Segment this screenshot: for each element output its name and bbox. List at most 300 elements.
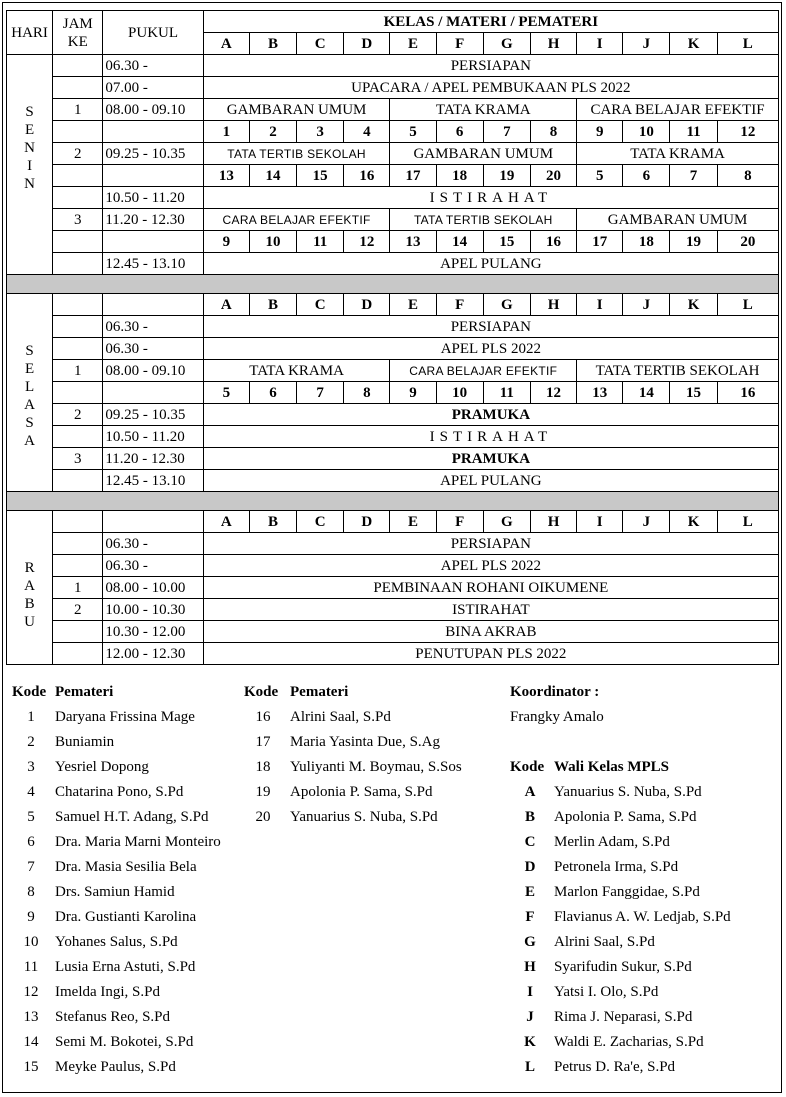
class-letter: B <box>249 294 296 316</box>
pemateri-list-2 <box>244 680 494 830</box>
pemateri-codes-row <box>7 165 779 187</box>
materi-cell: GAMBARAN UMUM <box>390 143 577 165</box>
day-letter: A <box>24 433 35 449</box>
class-letter: H <box>530 511 576 533</box>
pemateri-codes-row <box>7 231 779 253</box>
activity-cell: PERSIAPAN <box>203 55 778 77</box>
jam-cell <box>53 533 103 555</box>
jam-cell: 1 <box>53 577 103 599</box>
item-code: 5 <box>27 809 35 825</box>
item-name: Dra. Masia Sesilia Bela <box>55 859 197 875</box>
pemateri-code: 8 <box>717 165 778 187</box>
pemateri-code: 16 <box>530 231 576 253</box>
jam-cell <box>53 511 103 533</box>
day-label <box>7 55 53 275</box>
jam-cell <box>53 55 103 77</box>
day-letter: A <box>24 397 35 413</box>
time-cell: 09.25 - 10.35 <box>103 143 203 165</box>
schedule-row <box>7 187 779 209</box>
time-cell: 06.30 - <box>103 316 203 338</box>
list-item <box>510 1005 780 1030</box>
list-item <box>510 880 780 905</box>
day-label <box>7 294 53 492</box>
schedule-row <box>7 404 779 426</box>
schedule-row <box>7 621 779 643</box>
item-name: Lusia Erna Astuti, S.Pd <box>55 959 196 975</box>
pemateri-code: 2 <box>249 121 296 143</box>
item-name: Yohanes Salus, S.Pd <box>55 934 178 950</box>
activity-cell: PERSIAPAN <box>203 316 778 338</box>
class-letter: L <box>717 511 778 533</box>
time-cell: 06.30 - <box>103 555 203 577</box>
pemateri-code: 14 <box>436 231 483 253</box>
pemateri-code: 15 <box>670 382 717 404</box>
class-letter: E <box>390 33 436 55</box>
pemateri-code: 9 <box>203 231 249 253</box>
list-item <box>12 755 242 780</box>
item-code: E <box>524 884 535 900</box>
item-name: Merlin Adam, S.Pd <box>554 834 670 850</box>
pemateri-codes-row <box>7 382 779 404</box>
pemateri-codes-row <box>7 121 779 143</box>
day-letter: S <box>25 104 34 120</box>
pemateri-code: 7 <box>670 165 717 187</box>
item-name: Semi M. Bokotei, S.Pd <box>55 1034 194 1050</box>
time-cell: 12.00 - 12.30 <box>103 643 203 665</box>
pemateri-code: 12 <box>344 231 390 253</box>
item-code: C <box>524 834 536 850</box>
item-name: Buniamin <box>55 734 115 750</box>
day-letter: E <box>25 361 35 377</box>
class-letter: G <box>483 511 530 533</box>
item-code: 11 <box>23 959 39 975</box>
pemateri-code: 16 <box>344 165 390 187</box>
day-letter: R <box>24 560 35 576</box>
pemateri-code: 10 <box>623 121 670 143</box>
class-letter: H <box>530 33 576 55</box>
class-letter: A <box>203 33 249 55</box>
pemateri-code: 17 <box>577 231 623 253</box>
list-item <box>12 980 242 1005</box>
list-item <box>12 1005 242 1030</box>
pemateri-code: 13 <box>577 382 623 404</box>
list-item <box>510 1030 780 1055</box>
kode-header: Kode <box>12 684 47 700</box>
class-letter: J <box>623 511 670 533</box>
class-letter: E <box>390 294 436 316</box>
jam-cell: 2 <box>53 599 103 621</box>
item-code: 2 <box>27 734 35 750</box>
list-item <box>510 1055 780 1080</box>
class-letter: J <box>623 294 670 316</box>
list-item <box>12 805 242 830</box>
materi-cell: CARA BELAJAR EFEKTIF <box>390 360 577 382</box>
jam-cell <box>53 316 103 338</box>
list-item <box>510 855 780 880</box>
item-name: Dra. Gustianti Karolina <box>55 909 197 925</box>
list-item <box>244 730 494 755</box>
schedule-row <box>7 55 779 77</box>
schedule-row <box>7 470 779 492</box>
list-item <box>244 705 494 730</box>
pemateri-code: 17 <box>390 165 436 187</box>
item-name: Yesriel Dopong <box>55 759 149 775</box>
time-cell <box>103 511 203 533</box>
item-code: A <box>524 784 536 800</box>
materi-cell: GAMBARAN UMUM <box>203 99 390 121</box>
pukul-header: PUKUL <box>103 11 203 55</box>
pemateri-code: 3 <box>297 121 344 143</box>
list-item <box>12 880 242 905</box>
pemateri-code: 6 <box>436 121 483 143</box>
time-cell: 10.00 - 10.30 <box>103 599 203 621</box>
time-cell: 08.00 - 09.10 <box>103 99 203 121</box>
list-item <box>12 780 242 805</box>
materi-row <box>7 143 779 165</box>
activity-cell: PENUTUPAN PLS 2022 <box>203 643 778 665</box>
day-letter: I <box>27 158 33 174</box>
pemateri-code: 18 <box>436 165 483 187</box>
item-code: 14 <box>23 1034 39 1050</box>
pemateri-code: 9 <box>390 382 436 404</box>
list-item <box>510 980 780 1005</box>
materi-cell: TATA TERTIB SEKOLAH <box>390 209 577 231</box>
list-item <box>12 705 242 730</box>
pemateri-code: 14 <box>623 382 670 404</box>
pemateri-code: 9 <box>577 121 623 143</box>
materi-cell: GAMBARAN UMUM <box>577 209 779 231</box>
materi-row <box>7 360 779 382</box>
item-code: 15 <box>23 1059 39 1075</box>
day-label <box>7 511 53 665</box>
item-code: D <box>524 859 536 875</box>
list-item <box>510 805 780 830</box>
day-letter: U <box>24 614 35 630</box>
jam-cell <box>53 294 103 316</box>
time-cell <box>103 121 203 143</box>
pemateri-code: 4 <box>344 121 390 143</box>
jam-cell: 2 <box>53 143 103 165</box>
pemateri-code: 5 <box>203 382 249 404</box>
class-letter: G <box>483 294 530 316</box>
item-name: Apolonia P. Sama, S.Pd <box>290 784 433 800</box>
item-name: Marlon Fanggidae, S.Pd <box>554 884 700 900</box>
jam-cell <box>53 382 103 404</box>
item-name: Alrini Saal, S.Pd <box>290 709 391 725</box>
day-letter: E <box>25 122 35 138</box>
class-letter: F <box>436 294 483 316</box>
schedule-row <box>7 533 779 555</box>
class-letter: B <box>249 511 296 533</box>
day-letter: N <box>24 140 35 156</box>
time-cell: 06.30 - <box>103 533 203 555</box>
item-code: 19 <box>255 784 271 800</box>
item-name: Alrini Saal, S.Pd <box>554 934 655 950</box>
item-code: 6 <box>27 834 35 850</box>
item-name: Apolonia P. Sama, S.Pd <box>554 809 697 825</box>
wali-kode-header: Kode <box>510 759 545 775</box>
class-letter: I <box>577 511 623 533</box>
materi-row <box>7 99 779 121</box>
item-code: 18 <box>255 759 271 775</box>
pemateri-code: 6 <box>623 165 670 187</box>
item-name: Dra. Maria Marni Monteiro <box>55 834 221 850</box>
item-code: 7 <box>27 859 35 875</box>
time-cell: 08.00 - 10.00 <box>103 577 203 599</box>
item-code: L <box>524 1059 535 1075</box>
class-letters-row <box>7 511 779 533</box>
jam-cell <box>53 187 103 209</box>
item-code: 10 <box>23 934 39 950</box>
schedule-row <box>7 426 779 448</box>
item-name: Stefanus Reo, S.Pd <box>55 1009 171 1025</box>
day-letter: S <box>25 343 34 359</box>
day-letter: B <box>24 596 35 612</box>
class-letter: J <box>623 33 670 55</box>
item-name: Syarifudin Sukur, S.Pd <box>554 959 692 975</box>
separator-row <box>7 492 779 511</box>
jam-cell <box>53 77 103 99</box>
pemateri-code: 10 <box>249 231 296 253</box>
time-cell: 10.30 - 12.00 <box>103 621 203 643</box>
koordinator-label: Koordinator : <box>510 684 600 700</box>
schedule-row <box>7 338 779 360</box>
pemateri-code: 7 <box>483 121 530 143</box>
list-item <box>12 830 242 855</box>
materi-cell: TATA TERTIB SEKOLAH <box>577 360 779 382</box>
pemateri-code: 19 <box>483 165 530 187</box>
class-letter: D <box>344 294 390 316</box>
item-name: Samuel H.T. Adang, S.Pd <box>55 809 209 825</box>
class-letter: C <box>297 294 344 316</box>
schedule-row <box>7 577 779 599</box>
pemateri-code: 6 <box>249 382 296 404</box>
activity-cell: APEL PULANG <box>203 253 778 275</box>
schedule-row <box>7 643 779 665</box>
activity-cell: PERSIAPAN <box>203 533 778 555</box>
jam-cell <box>53 470 103 492</box>
pemateri-code: 7 <box>297 382 344 404</box>
pemateri-code: 1 <box>203 121 249 143</box>
pemateri-code: 13 <box>390 231 436 253</box>
day-letter: L <box>25 379 35 395</box>
item-name: Yanuarius S. Nuba, S.Pd <box>290 809 438 825</box>
list-item <box>12 855 242 880</box>
list-item <box>12 1030 242 1055</box>
item-code: 13 <box>23 1009 39 1025</box>
item-name: Flavianus A. W. Ledjab, S.Pd <box>554 909 731 925</box>
activity-cell: BINA AKRAB <box>203 621 778 643</box>
activity-cell: PEMBINAAN ROHANI OIKUMENE <box>203 577 778 599</box>
item-code: J <box>526 1009 534 1025</box>
jam-cell <box>53 621 103 643</box>
pemateri-code: 11 <box>483 382 530 404</box>
jam-ke-line: JAM <box>62 15 93 32</box>
materi-cell: CARA BELAJAR EFEKTIF <box>203 209 390 231</box>
list-item <box>510 830 780 855</box>
time-cell: 08.00 - 09.10 <box>103 360 203 382</box>
list-item <box>244 805 494 830</box>
list-item <box>12 930 242 955</box>
class-letter: I <box>577 294 623 316</box>
day-letter: N <box>24 176 35 192</box>
item-name: Rima J. Neparasi, S.Pd <box>554 1009 693 1025</box>
item-name: Yatsi I. Olo, S.Pd <box>554 984 659 1000</box>
day-letter: A <box>24 578 35 594</box>
class-letter: D <box>344 33 390 55</box>
jam-ke-header <box>53 11 103 55</box>
item-code: 16 <box>255 709 271 725</box>
jam-cell: 2 <box>53 404 103 426</box>
materi-cell: TATA KRAMA <box>577 143 779 165</box>
item-code: 3 <box>27 759 35 775</box>
item-code: K <box>524 1034 536 1050</box>
jam-cell <box>53 643 103 665</box>
class-letter: H <box>530 294 576 316</box>
time-cell <box>103 382 203 404</box>
time-cell: 10.50 - 11.20 <box>103 426 203 448</box>
pemateri-code: 20 <box>530 165 576 187</box>
item-name: Imelda Ingi, S.Pd <box>55 984 160 1000</box>
time-cell: 09.25 - 10.35 <box>103 404 203 426</box>
item-name: Maria Yasinta Due, S.Ag <box>290 734 440 750</box>
activity-cell: PRAMUKA <box>203 448 778 470</box>
pemateri-code: 8 <box>530 121 576 143</box>
time-cell: 12.45 - 13.10 <box>103 470 203 492</box>
class-letters-row <box>7 294 779 316</box>
class-letter: K <box>670 294 717 316</box>
schedule-row <box>7 599 779 621</box>
class-letter: D <box>344 511 390 533</box>
class-letter: K <box>670 33 717 55</box>
activity-cell: UPACARA / APEL PEMBUKAAN PLS 2022 <box>203 77 778 99</box>
item-name: Meyke Paulus, S.Pd <box>55 1059 176 1075</box>
pemateri-code: 11 <box>297 231 344 253</box>
class-letter: C <box>297 511 344 533</box>
day-letter: S <box>25 415 34 431</box>
jam-cell: 3 <box>53 448 103 470</box>
jam-cell <box>53 555 103 577</box>
item-code: 8 <box>27 884 35 900</box>
pemateri-code: 19 <box>670 231 717 253</box>
item-code: F <box>525 909 535 925</box>
koordinator-section <box>510 680 780 1080</box>
list-item <box>510 930 780 955</box>
item-name: Petrus D. Ra'e, S.Pd <box>554 1059 676 1075</box>
header-row <box>7 11 779 33</box>
pemateri-header: Pemateri <box>55 684 114 700</box>
list-item <box>510 955 780 980</box>
list-item <box>12 1055 242 1080</box>
materi-row <box>7 209 779 231</box>
item-code: 12 <box>23 984 39 1000</box>
item-code: 9 <box>27 909 35 925</box>
class-letter: K <box>670 511 717 533</box>
time-cell <box>103 294 203 316</box>
activity-cell: ISTIRAHAT <box>203 426 778 448</box>
pemateri-header: Pemateri <box>290 684 349 700</box>
activity-cell: APEL PLS 2022 <box>203 338 778 360</box>
pemateri-code: 13 <box>203 165 249 187</box>
pemateri-code: 5 <box>390 121 436 143</box>
pemateri-code: 18 <box>623 231 670 253</box>
time-cell: 06.30 - <box>103 55 203 77</box>
item-name: Petronela Irma, S.Pd <box>554 859 679 875</box>
item-name: Yanuarius S. Nuba, S.Pd <box>554 784 702 800</box>
materi-cell: TATA TERTIB SEKOLAH <box>203 143 390 165</box>
jam-cell <box>53 165 103 187</box>
time-cell <box>103 165 203 187</box>
jam-ke-line: KE <box>67 33 88 50</box>
pemateri-code: 14 <box>249 165 296 187</box>
pemateri-code: 16 <box>717 382 778 404</box>
pemateri-code: 8 <box>344 382 390 404</box>
item-code: I <box>527 984 533 1000</box>
time-cell: 07.00 - <box>103 77 203 99</box>
hari-header: HARI <box>7 11 53 55</box>
class-letter: C <box>297 33 344 55</box>
list-item <box>510 905 780 930</box>
list-item <box>244 755 494 780</box>
time-cell: 11.20 - 12.30 <box>103 209 203 231</box>
schedule-row <box>7 316 779 338</box>
separator-row <box>7 275 779 294</box>
jam-cell <box>53 121 103 143</box>
class-letter: L <box>717 294 778 316</box>
item-code: 1 <box>27 709 35 725</box>
schedule-row <box>7 77 779 99</box>
item-code: 20 <box>255 809 271 825</box>
list-item <box>12 730 242 755</box>
item-code: H <box>524 959 536 975</box>
class-letter: F <box>436 33 483 55</box>
kelas-header: KELAS / MATERI / PEMATERI <box>203 11 778 33</box>
schedule-row <box>7 253 779 275</box>
item-name: Yuliyanti M. Boymau, S.Sos <box>290 759 462 775</box>
kode-header: Kode <box>244 684 279 700</box>
jam-cell <box>53 253 103 275</box>
class-letter: L <box>717 33 778 55</box>
schedule-table <box>6 10 779 665</box>
jam-cell <box>53 338 103 360</box>
activity-cell: PRAMUKA <box>203 404 778 426</box>
pemateri-code: 11 <box>670 121 717 143</box>
pemateri-code: 10 <box>436 382 483 404</box>
materi-cell: CARA BELAJAR EFEKTIF <box>577 99 779 121</box>
list-item <box>510 780 780 805</box>
jam-cell <box>53 231 103 253</box>
class-letter: F <box>436 511 483 533</box>
item-name: Drs. Samiun Hamid <box>55 884 175 900</box>
time-cell: 11.20 - 12.30 <box>103 448 203 470</box>
item-code: 17 <box>255 734 271 750</box>
time-cell: 12.45 - 13.10 <box>103 253 203 275</box>
activity-cell: ISTIRAHAT <box>203 187 778 209</box>
item-code: G <box>524 934 536 950</box>
class-letter: G <box>483 33 530 55</box>
activity-cell: APEL PULANG <box>203 470 778 492</box>
schedule-row <box>7 555 779 577</box>
activity-cell: APEL PLS 2022 <box>203 555 778 577</box>
time-cell: 10.50 - 11.20 <box>103 187 203 209</box>
separator <box>7 492 779 511</box>
materi-cell: TATA KRAMA <box>203 360 390 382</box>
item-code: 4 <box>27 784 35 800</box>
class-letter: A <box>203 511 249 533</box>
jam-cell: 3 <box>53 209 103 231</box>
jam-cell: 1 <box>53 99 103 121</box>
class-letter: A <box>203 294 249 316</box>
